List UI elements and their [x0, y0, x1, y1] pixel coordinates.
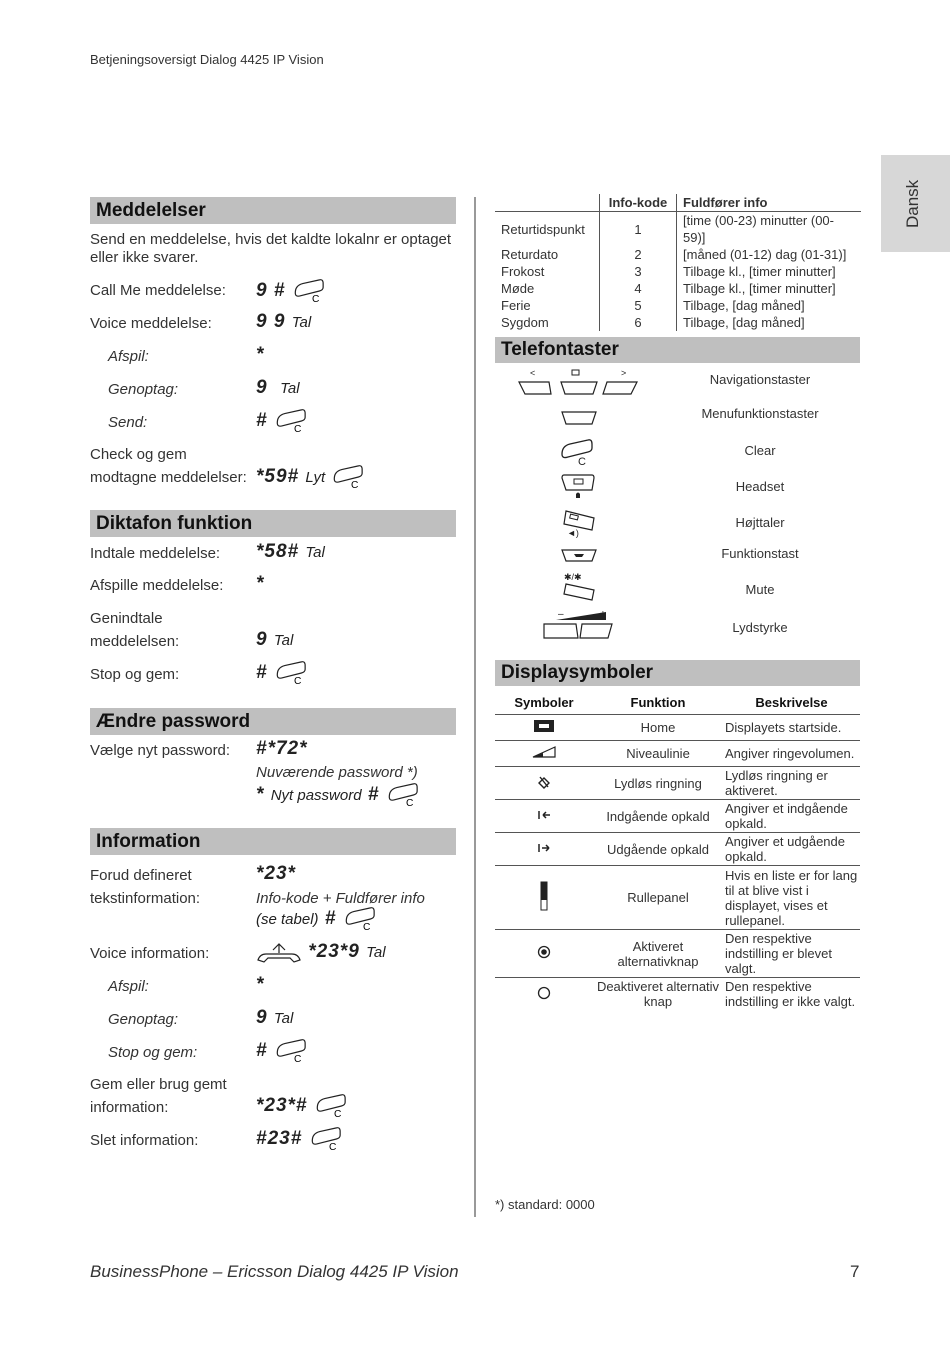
forud-keys: *23*	[256, 863, 296, 884]
display-funktion: Lydløs ringning	[593, 767, 723, 800]
info-row-name: Returtidspunkt	[495, 212, 600, 247]
key-label-function: Funktionstast	[721, 546, 799, 561]
password-keys: #*72*	[256, 738, 308, 759]
language-tab	[881, 155, 950, 252]
home-icon	[533, 719, 555, 733]
indtale-label: Indtale meddelelse:	[90, 545, 221, 562]
genindtale-keys: 9 Tal	[256, 629, 294, 650]
voice-meddelelse-keys: 9 9 Tal	[256, 311, 312, 332]
voice-info-keys: *23*9 Tal	[256, 940, 386, 964]
key-label-navigation: Navigationstaster	[709, 372, 811, 387]
slet-keys: #23# C	[256, 1126, 349, 1152]
info-stop-keys: # C	[256, 1038, 314, 1064]
check-label-line2: modtagne meddelelser:	[90, 469, 247, 486]
info-row-completion: Tilbage kl., [timer minutter]	[683, 264, 836, 279]
display-funktion: Deaktiveret alternativ knap	[596, 979, 720, 1009]
display-beskrivelse: Hvis en liste er for lang til at blive vist i displayet, vises et rullepanel.	[723, 866, 860, 930]
footnote: *) standard: 0000	[495, 1197, 595, 1212]
display-header-cell: Funktion	[593, 690, 723, 715]
section-displaysymboler-title: Displaysymboler	[495, 660, 860, 686]
level-icon	[531, 745, 557, 759]
svg-text:–: –	[558, 609, 564, 620]
password-current: Nuværende password *)	[256, 764, 418, 781]
display-funktion: Indgående opkald	[593, 800, 723, 833]
display-beskrivelse: Den respektive indstilling er blevet valgt.	[723, 930, 860, 978]
section-information-title: Information	[90, 828, 456, 855]
svg-text:◄): ◄)	[567, 528, 579, 538]
genoptag-label: Genoptag:	[108, 381, 179, 398]
volume-keys-icon	[540, 608, 616, 642]
forud-label-line1: Forud defineret	[90, 867, 192, 884]
voice-info-label: Voice information:	[90, 945, 210, 962]
display-funktion: Udgående opkald	[593, 833, 723, 866]
clear-key-icon	[292, 278, 332, 304]
slet-label: Slet information:	[90, 1132, 199, 1149]
incoming-call-icon	[537, 809, 551, 821]
key-label-menu: Menufunktionstaster	[701, 406, 819, 421]
svg-text:>: >	[621, 368, 627, 378]
display-header-cell: Beskrivelse	[723, 690, 860, 715]
info-afspil-keys: *	[256, 974, 265, 995]
table-row	[495, 930, 860, 978]
radio-off-icon	[537, 986, 551, 1000]
display-beskrivelse: Den respektive indstilling er ikke valgt.	[725, 979, 856, 1009]
svg-text:✱/✱: ✱/✱	[564, 572, 582, 582]
svg-text:C: C	[362, 922, 371, 932]
afspille-label: Afspille meddelelse:	[90, 577, 224, 594]
table-row	[495, 833, 860, 866]
table-row	[495, 767, 860, 800]
svg-text:C: C	[311, 294, 321, 304]
info-row-name: Returdato	[495, 246, 600, 263]
info-row-completion: Tilbage, [dag måned]	[683, 298, 805, 313]
footer-title: BusinessPhone – Ericsson Dialog 4425 IP Vision	[90, 1262, 459, 1281]
column-divider	[474, 197, 476, 1217]
display-beskrivelse: Displayets startside.	[723, 715, 860, 741]
clear-key-icon	[386, 782, 426, 808]
clear-key-icon	[309, 1126, 349, 1152]
display-table-header	[495, 690, 860, 715]
info-row-code: 4	[600, 280, 677, 297]
page-number: 7	[850, 1262, 860, 1281]
info-table-header-cell	[495, 194, 600, 212]
section-meddelelser-title: Meddelelser	[90, 197, 456, 224]
svg-text:C: C	[578, 456, 586, 466]
gem-label-line1: Gem eller brug gemt	[90, 1076, 227, 1093]
call-me-label: Call Me meddelelse:	[90, 282, 226, 299]
genoptag-keys: 9 Tal	[256, 377, 300, 398]
info-row-name: Møde	[495, 280, 600, 297]
svg-text:<: <	[530, 368, 536, 378]
table-row	[495, 800, 860, 833]
gem-label-line2: information:	[90, 1099, 169, 1116]
outgoing-call-icon	[537, 842, 551, 854]
meddelelser-intro: Send en meddelelse, hvis det kaldte lokalnr er optaget eller ikke svarer.	[90, 231, 452, 266]
call-me-keys: 9 # C	[256, 278, 332, 304]
silent-ring-icon	[536, 774, 552, 790]
key-label-speaker: Højttaler	[735, 515, 785, 530]
forud-text2: (se tabel) # C	[256, 906, 383, 932]
password-new: * Nyt password # C	[256, 782, 426, 808]
table-row	[495, 978, 860, 1011]
display-funktion: Niveaulinie	[593, 741, 723, 767]
clear-key-icon	[314, 1093, 354, 1119]
display-symbols-table	[495, 690, 860, 1010]
password-label: Vælge nyt password:	[90, 742, 231, 759]
stop-gem-keys: # C	[256, 660, 314, 686]
info-table-header	[495, 194, 861, 212]
language-tab-label: Dansk	[903, 179, 922, 228]
gem-keys: *23*# C	[256, 1093, 354, 1119]
speaker-key-icon	[560, 508, 600, 538]
scrollbar-icon	[539, 881, 549, 911]
handset-hook-icon	[256, 940, 302, 964]
info-stop-label: Stop og gem:	[108, 1044, 198, 1061]
clear-key-icon	[274, 408, 314, 434]
info-row-name: Ferie	[495, 297, 600, 314]
display-header-cell: Symboler	[495, 690, 593, 715]
send-keys: # C	[256, 408, 314, 434]
function-key-icon	[560, 547, 600, 565]
section-password-title: Ændre password	[90, 708, 456, 735]
svg-text:C: C	[351, 480, 360, 490]
stop-gem-label: Stop og gem:	[90, 666, 180, 683]
info-code-table	[495, 194, 861, 331]
svg-text:C: C	[293, 424, 303, 434]
table-row	[495, 263, 861, 280]
info-genoptag-keys: 9 Tal	[256, 1007, 294, 1028]
headset-key-icon	[560, 472, 600, 502]
afspille-keys: *	[256, 573, 265, 594]
info-row-code: 5	[600, 297, 677, 314]
info-row-code: 1	[600, 212, 677, 247]
info-row-completion: Tilbage kl., [timer minutter]	[683, 281, 836, 296]
svg-text:C: C	[293, 1054, 303, 1064]
clear-key-icon	[274, 1038, 314, 1064]
display-beskrivelse: Angiver et indgående opkald.	[723, 800, 860, 833]
send-label: Send:	[108, 414, 148, 431]
clear-key-icon	[343, 906, 383, 932]
key-label-volume: Lydstyrke	[732, 620, 788, 635]
table-row	[495, 297, 861, 314]
check-label-line1: Check og gem	[90, 446, 187, 463]
display-funktion: Aktiveret alternativknap	[593, 930, 723, 978]
key-label-mute: Mute	[745, 582, 775, 597]
genindtale-label-line1: Genindtale	[90, 610, 163, 627]
forud-label-line2: tekstinformation:	[90, 890, 201, 907]
table-row	[495, 715, 860, 741]
info-row-code: 3	[600, 263, 677, 280]
clear-key-icon	[274, 660, 314, 686]
check-keys: *59# Lyt C	[256, 464, 371, 490]
menu-key-icon	[560, 409, 600, 427]
svg-text:C: C	[328, 1142, 337, 1152]
voice-meddelelse-label: Voice meddelelse:	[90, 315, 212, 332]
info-table-header-cell: Fuldfører info	[677, 194, 862, 212]
svg-text:C: C	[405, 798, 415, 808]
section-diktafon-title: Diktafon funktion	[90, 510, 456, 537]
afspil-label: Afspil:	[108, 348, 149, 365]
info-row-name: Frokost	[495, 263, 600, 280]
mute-key-icon	[560, 570, 600, 602]
display-beskrivelse: Lydløs ringning er aktiveret.	[723, 767, 860, 800]
clear-key-icon	[560, 438, 600, 466]
info-row-completion: [time (00-23) minutter (00-59)]	[683, 213, 834, 245]
info-table-header-cell: Info-kode	[600, 194, 677, 212]
table-row	[495, 280, 861, 297]
info-genoptag-label: Genoptag:	[108, 1011, 179, 1028]
table-row	[495, 314, 861, 331]
display-beskrivelse: Angiver ringevolumen.	[723, 741, 860, 767]
info-row-completion: [måned (01-12) dag (01-31)]	[683, 247, 847, 262]
indtale-keys: *58# Tal	[256, 541, 325, 562]
info-row-completion: Tilbage, [dag måned]	[683, 315, 805, 330]
table-row	[495, 866, 860, 930]
key-label-headset: Headset	[735, 479, 785, 494]
running-header: Betjeningsoversigt Dialog 4425 IP Vision	[90, 52, 324, 67]
afspil-keys: *	[256, 344, 265, 365]
section-telefontaster-title: Telefontaster	[495, 337, 860, 363]
info-afspil-label: Afspil:	[108, 978, 149, 995]
info-row-code: 2	[600, 246, 677, 263]
table-row	[495, 741, 860, 767]
info-row-name: Sygdom	[495, 314, 600, 331]
display-funktion: Rullepanel	[593, 866, 723, 930]
display-funktion: Home	[593, 715, 723, 741]
table-row	[495, 246, 861, 263]
svg-text:C: C	[293, 676, 303, 686]
clear-key-icon	[331, 464, 371, 490]
radio-on-icon	[537, 945, 551, 959]
key-label-clear: Clear	[744, 443, 776, 458]
table-row	[495, 212, 861, 247]
forud-text1: Info-kode + Fuldfører info	[256, 890, 425, 907]
svg-text:C: C	[333, 1109, 343, 1119]
display-beskrivelse: Angiver et udgående opkald.	[723, 833, 860, 866]
info-row-code: 6	[600, 314, 677, 331]
genindtale-label-line2: meddelelsen:	[90, 633, 180, 650]
navigation-keys-icon	[517, 368, 641, 400]
